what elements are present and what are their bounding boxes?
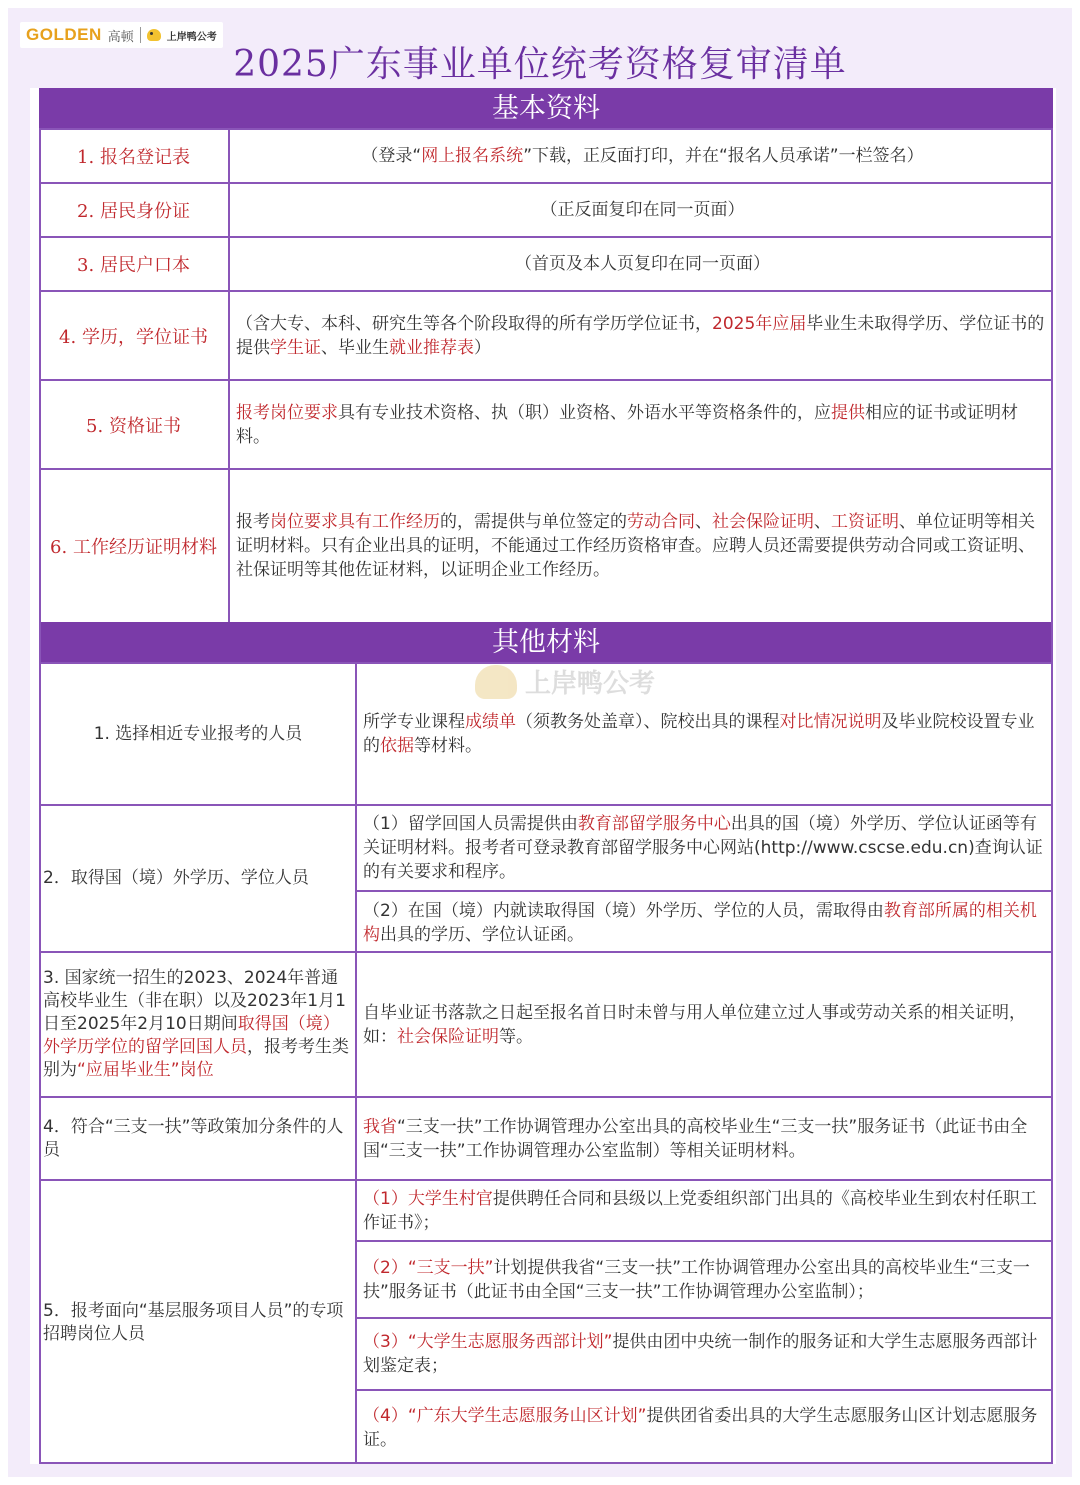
row-label: 2．取得国（境）外学历、学位人员 xyxy=(39,806,357,951)
table-row xyxy=(39,379,1053,468)
checklist-table xyxy=(30,88,1056,1464)
table-row xyxy=(39,951,1053,1096)
row-label: 3. 居民户口本 xyxy=(39,238,230,290)
row-label: 2. 居民身份证 xyxy=(39,184,230,236)
page-title: 2025广东事业单位统考资格复审清单 xyxy=(233,44,847,85)
sub-item: （1）大学生村官提供聘任合同和县级以上党委组织部门出具的《高校毕业生到农村任职工作证书》； xyxy=(357,1181,1053,1242)
brand-logo: GOLDEN 高顿 上岸鸭公考 xyxy=(20,22,223,48)
row-label: 5. 资格证书 xyxy=(39,381,230,468)
row-value: 所学专业课程成绩单（须教务处盖章）、院校出具的课程对比情况说明及毕业院校设置专业的依据等材料。 xyxy=(363,712,1035,756)
row-label: 5．报考面向“基层服务项目人员”的专项招聘岗位人员 xyxy=(39,1181,357,1464)
table-row xyxy=(39,182,1053,236)
sub-item: （2）在国（境）内就读取得国（境）外学历、学位的人员，需取得由教育部所属的相关机构出具的学历、学位认证函。 xyxy=(363,900,1037,945)
section-header-basic: 基本资料 xyxy=(39,88,1053,128)
sub-item: （4）“广东大学生志愿服务山区计划”提供团省委出具的大学生志愿服务山区计划志愿服务证。 xyxy=(363,1405,1038,1450)
duck-icon xyxy=(475,665,517,699)
row-label: 1. 选择相近专业报考的人员 xyxy=(39,664,357,804)
row-label: 4. 学历，学位证书 xyxy=(39,292,230,379)
sub-item: （3）“大学生志愿服务西部计划”提供由团中央统一制作的服务证和大学生志愿服务西部计划鉴定表； xyxy=(357,1319,1053,1391)
row-label: 4．符合“三支一扶”等政策加分条件的人员 xyxy=(39,1098,357,1179)
section-header-other: 其他材料 xyxy=(39,622,1053,662)
row-value: （正反面复印在同一页面） xyxy=(540,200,745,220)
row-value: 我省“三支一扶”工作协调管理办公室出具的高校毕业生“三支一扶”服务证书（此证书由全国“三支一扶”工作协调管理办公室监制）等相关证明材料。 xyxy=(363,1116,1028,1161)
table-row xyxy=(39,128,1053,182)
table-row xyxy=(39,290,1053,379)
row-value xyxy=(357,806,1053,951)
row-value: （登录“网上报名系统”下载，正反面打印，并在“报名人员承诺”一栏签名） xyxy=(361,146,924,166)
row-value: （含大专、本科、研究生等各个阶段取得的所有学历学位证书，2025年应届毕业生未取得学历、学位证书的提供学生证、毕业生就业推荐表） xyxy=(236,313,1045,358)
table-row xyxy=(39,804,1053,951)
row-value: 报考岗位要求具有工作经历的，需提供与单位签定的劳动合同、社会保险证明、工资证明、单位证明等相关证明材料。只有企业出具的证明，不能通过工作经历资格审查。应聘人员还需要提供劳动合同或工资证明、社保证明等其他佐证材料，以证明企业工作经历。 xyxy=(236,512,1035,580)
row-label: 1. 报名登记表 xyxy=(39,130,230,182)
table-row xyxy=(39,1096,1053,1179)
row-label: 3. 国家统一招生的2023、2024年普通高校毕业生（非在职）以及2023年1月1日至2025年2月10日期间取得国（境）外学历学位的留学回国人员，报考考生类别为“应届毕业生”岗位 xyxy=(39,953,357,1096)
sub-item: （1）留学回国人员需提供由教育部留学服务中心出具的国（境）外学历、学位认证函等有关证明材料。报考者可登录教育部留学服务中心网站(http://www.cscse.edu.cn)查询认证的有关要求和程序。 xyxy=(357,806,1053,892)
sub-item: （2）“三支一扶”计划提供我省“三支一扶”工作协调管理办公室出具的高校毕业生“三支一扶”服务证书（此证书由全国“三支一扶”工作协调管理办公室监制）； xyxy=(357,1242,1053,1319)
row-value: 报考岗位要求具有专业技术资格、执（职）业资格、外语水平等资格条件的，应提供相应的证书或证明材料。 xyxy=(236,402,1018,447)
row-value xyxy=(357,1181,1053,1464)
table-row xyxy=(39,1179,1053,1464)
row-label: 6. 工作经历证明材料 xyxy=(39,470,230,622)
row-value: 自毕业证书落款之日起至报名首日时未曾与用人单位建立过人事或劳动关系的相关证明，如：社会保险证明等。 xyxy=(363,1002,1026,1047)
table-row xyxy=(39,468,1053,622)
table-row xyxy=(39,236,1053,290)
row-value: （首页及本人页复印在同一页面） xyxy=(515,254,770,274)
watermark: 上岸鸭公考 xyxy=(475,663,655,700)
page-background xyxy=(8,8,1072,1477)
